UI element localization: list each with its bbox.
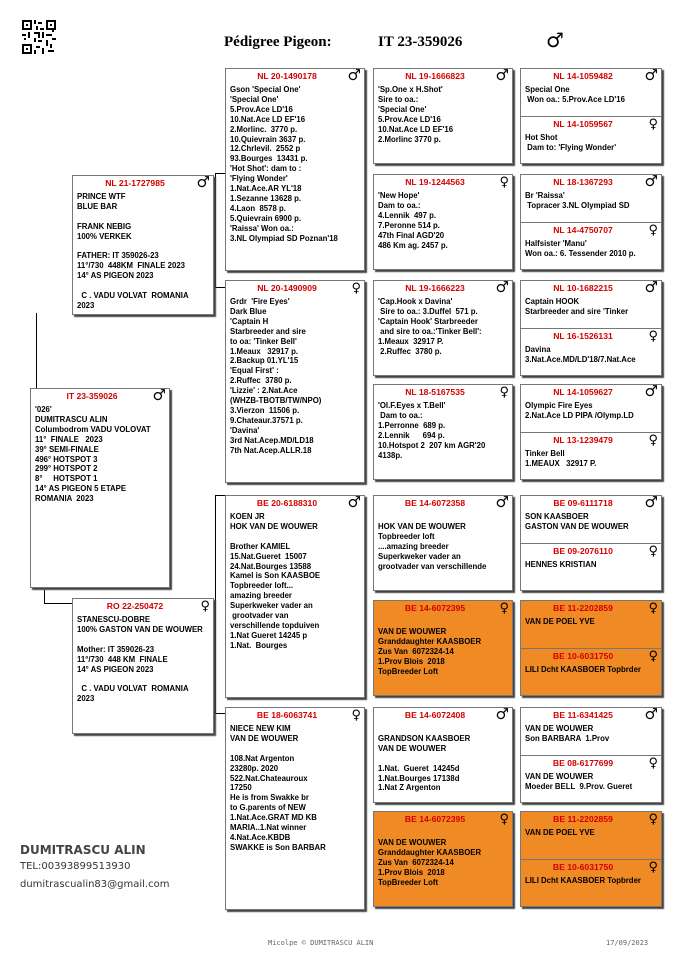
detail-line: Captain HOOK <box>525 297 580 306</box>
detail-line: GASTON VAN DE WOUWER <box>525 521 629 531</box>
detail-line: Columbodrom VADU VOLOVAT <box>35 424 151 434</box>
detail-line: Granddaughter KAASBOER <box>378 636 482 646</box>
detail-line: 2.Ruffec 3780 p. <box>230 376 292 386</box>
detail-line <box>77 212 211 222</box>
female-icon: ♀ <box>648 329 658 344</box>
detail-line: grootvader van <box>230 611 289 621</box>
detail-line: '026' <box>35 405 52 414</box>
great-grandparent-card <box>373 174 513 270</box>
male-icon: ♂ <box>347 495 361 511</box>
detail-line <box>378 724 510 734</box>
ancestor-male-details <box>525 512 659 532</box>
detail-line: 1.Nat Gueret 14245 p <box>230 630 308 640</box>
detail-line: to G.parents of NEW <box>230 803 306 813</box>
ancestor-pair-card <box>520 495 662 591</box>
detail-line: Granddaughter KAASBOER <box>378 847 482 857</box>
detail-line: VAN DE WOUWER <box>378 626 447 636</box>
grandparent-card-details <box>230 724 362 853</box>
detail-line: 1.Meaux 32917 P. <box>378 336 444 346</box>
detail-line: Superkweker vader an <box>378 551 461 561</box>
female-icon: ♀ <box>648 544 658 559</box>
male-icon: ♂ <box>196 175 210 191</box>
detail-line: VAN DE WOUWER <box>378 743 447 753</box>
female-icon: ♀ <box>648 223 658 238</box>
detail-line: Zus Van 6072324-14 <box>378 646 454 656</box>
detail-line <box>378 617 510 627</box>
detail-line: SON KAASBOER <box>525 512 589 521</box>
divider <box>521 328 661 329</box>
detail-line: 100% GASTON VAN DE WOUWER <box>77 624 203 634</box>
detail-line: 3.NL Olympiad SD Poznan'18 <box>230 233 338 243</box>
detail-line: 1.Nat.Bourges 17138d <box>378 773 460 783</box>
detail-line: 2.Nat.Ace LD PIPA /Olymp.LD <box>525 410 634 420</box>
great-grandparent-card-ring-number: BE 14-6072395 <box>404 814 466 824</box>
detail-line: C . VADU VOLVAT ROMANIA <box>77 684 189 694</box>
detail-line: 3rd Nat.Acep.MD/LD18 <box>230 435 314 445</box>
female-icon: ♀ <box>648 117 658 132</box>
female-icon: ♀ <box>648 756 658 771</box>
ancestor-male-ring-number: NL 14-1059627 <box>553 387 613 397</box>
male-icon: ♂ <box>644 68 658 84</box>
ancestor-male-details <box>525 85 659 105</box>
great-grandparent-card-ring-number: BE 14-6072395 <box>404 603 466 613</box>
detail-line: VAN DE POEL YVE <box>525 617 595 626</box>
ancestor-female-details <box>525 560 659 570</box>
great-grandparent-card-details <box>378 617 510 676</box>
detail-line: 496° HOTSPOT 3 <box>35 454 98 464</box>
detail-line: 'Flying Wonder' <box>230 174 288 184</box>
detail-line: HOK VAN DE WOUWER <box>230 521 318 531</box>
detail-line: 'Sp.One x H.Shot' <box>378 85 443 94</box>
great-grandparent-card-details <box>378 191 510 250</box>
ancestor-male-ring-number: NL 14-1059482 <box>553 71 613 81</box>
great-grandparent-card <box>373 707 513 803</box>
footer-date: 17/09/2023 <box>606 939 649 947</box>
detail-line: 2023 <box>77 300 95 310</box>
detail-line: 2023 <box>77 694 95 704</box>
ancestor-female-ring-number: NL 14-4750707 <box>553 225 613 235</box>
great-grandparent-card-details <box>378 828 510 887</box>
detail-line: Brother KAMIEL <box>230 541 291 551</box>
detail-line <box>77 635 211 645</box>
detail-line: (WHZB-TBOTB/TW/NPO) <box>230 396 322 406</box>
detail-line: ROMANIA 2023 <box>35 494 94 504</box>
detail-line: 5.Quievrain 6900 p. <box>230 213 302 223</box>
detail-line: Won oa.: 6. Tessender 2010 p. <box>525 248 636 258</box>
divider <box>521 648 661 649</box>
detail-line: to oa: 'Tinker Bell' <box>230 336 297 346</box>
male-icon: ♂ <box>152 388 166 404</box>
detail-line: 4.Lennik 497 p. <box>378 210 437 220</box>
detail-line: 10.Nat.Ace LD EF'16 <box>230 114 306 124</box>
owner-email: dumitrascualin83@gmail.com <box>20 879 170 890</box>
ancestor-male-ring-number: BE 09-6111718 <box>553 498 613 508</box>
detail-line: 15.Nat.Gueret 15007 <box>230 551 307 561</box>
detail-line: 'Raissa' Won oa.: <box>230 223 294 233</box>
ancestor-female-details <box>525 345 659 365</box>
detail-line: BLUE BAR <box>77 201 118 211</box>
detail-line: 14° AS PIGEON 2023 <box>77 664 154 674</box>
divider <box>521 432 661 433</box>
detail-line: Topracer 3.NL Olympiad SD <box>525 200 630 210</box>
male-icon: ♂ <box>644 495 658 511</box>
ancestor-female-ring-number: BE 10-6031750 <box>552 862 614 872</box>
detail-line: LILI Dcht KAASBOER Topbrder <box>525 876 641 885</box>
header-ring-number: IT 23-359026 <box>378 34 463 50</box>
detail-line: 11°/730 448KM FINALE 2023 <box>77 261 185 271</box>
divider <box>521 543 661 544</box>
male-icon: ♂ <box>495 707 509 723</box>
ancestor-male-details <box>525 724 659 744</box>
detail-line: Gson 'Special One' <box>230 85 301 94</box>
detail-line: DUMITRASCU ALIN <box>35 414 108 424</box>
detail-line: 11°/730 448 KM FINALE <box>77 654 168 664</box>
detail-line: verschillende topduiven <box>230 620 320 630</box>
detail-line <box>378 754 510 764</box>
detail-line: 1.Nat. Gueret 14245d <box>378 763 460 773</box>
detail-line: Davina <box>525 345 551 354</box>
detail-line: Dam to: 'Flying Wonder' <box>525 142 617 152</box>
female-icon: ♀ <box>648 649 658 664</box>
detail-line: 10.Hotspot 2 207 km AGR'20 <box>378 440 486 450</box>
ancestor-female-ring-number: BE 10-6031750 <box>552 651 614 661</box>
great-grandparent-card <box>373 600 513 696</box>
detail-line: 11° FINALE 2023 <box>35 434 103 444</box>
detail-line: FRANK NEBIG <box>77 221 132 231</box>
ancestor-female-details <box>525 876 659 886</box>
detail-line: 23280p. 2020 <box>230 763 279 773</box>
female-icon: ♀ <box>648 860 658 875</box>
detail-line: 1.Nat Z Argenton <box>378 783 441 793</box>
detail-line: 108.Nat Argenton <box>230 753 295 763</box>
detail-line: 10.Nat.Ace LD EF'16 <box>378 124 454 134</box>
detail-line: 1.Prov Blois 2018 <box>378 656 445 666</box>
ancestor-female-ring-number: BE 08-6177699 <box>552 758 614 768</box>
divider <box>521 859 661 860</box>
father-card <box>72 175 214 315</box>
detail-line: Kamel is Son KAASBOE <box>230 571 321 581</box>
ancestor-female-details <box>525 772 659 792</box>
female-icon: ♀ <box>351 708 361 723</box>
detail-line: 'Hot Shot': dam to : <box>230 164 302 174</box>
great-grandparent-card <box>373 811 513 907</box>
ancestor-female-ring-number: NL 16-1526131 <box>553 331 613 341</box>
detail-line: VAN DE WOUWER <box>525 724 594 733</box>
detail-line: 1.Prov Blois 2018 <box>378 867 445 877</box>
grandparent-card <box>225 68 365 271</box>
grandparent-card-ring-number: NL 20-1490178 <box>257 71 317 81</box>
grandparent-card-ring-number: NL 20-1490909 <box>257 283 317 293</box>
male-icon: ♂ <box>347 68 361 84</box>
detail-line <box>77 674 211 684</box>
great-grandparent-card-ring-number: NL 19-1244563 <box>405 177 465 187</box>
detail-line: KOEN JR <box>230 512 265 521</box>
male-icon: ♂ <box>495 68 509 84</box>
detail-line <box>378 512 510 522</box>
detail-line: VAN DE WOUWER <box>525 772 594 781</box>
male-icon: ♂ <box>644 280 658 296</box>
detail-line: GRANDSON KAASBOER <box>378 733 471 743</box>
detail-line: 3.Vierzon 11506 p. <box>230 405 300 415</box>
ancestor-pair-card <box>520 280 662 376</box>
detail-line: ....amazing breeder <box>378 541 449 551</box>
great-grandparent-card-ring-number: NL 19-1666223 <box>405 283 465 293</box>
detail-line: MARIA..1.Nat winner <box>230 823 307 833</box>
detail-line: Son BARBARA 1.Prov <box>525 733 610 743</box>
grandparent-card <box>225 280 365 483</box>
female-icon: ♀ <box>499 385 509 400</box>
detail-line: 486 Km ag. 2457 p. <box>378 240 448 250</box>
detail-line: 'Cap.Hook x Davina' <box>378 297 453 306</box>
grandparent-card <box>225 495 365 698</box>
detail-line: Mother: IT 359026-23 <box>77 644 155 654</box>
divider <box>521 116 661 117</box>
detail-line: PRINCE WTF <box>77 192 126 201</box>
father-card-details <box>77 192 211 311</box>
ancestor-pair-card <box>520 68 662 164</box>
detail-line: Special One <box>525 85 570 94</box>
detail-line: VAN DE WOUWER <box>230 733 299 743</box>
ancestor-male-ring-number: BE 11-6341425 <box>553 710 613 720</box>
ancestor-pair-card <box>520 707 662 803</box>
detail-line: VAN DE POEL YVE <box>525 828 595 837</box>
detail-line: 1.Nat.Ace.GRAT MD KB <box>230 813 317 823</box>
detail-line: 299° HOTSPOT 2 <box>35 464 98 474</box>
divider <box>521 222 661 223</box>
detail-line: 47th Final AGD'20 <box>378 230 445 240</box>
grandparent-card-details <box>230 297 362 456</box>
detail-line: 'Ol.F.Eyes x T.Bell' <box>378 401 446 410</box>
detail-line: 'Equal First' : <box>230 366 279 376</box>
male-icon: ♂ <box>644 174 658 190</box>
ancestor-female-details <box>525 133 659 153</box>
owner-name: DUMITRASCU ALIN <box>20 843 146 857</box>
ancestor-pair-card <box>520 600 662 696</box>
detail-line: Starbreeder and sire <box>230 326 306 336</box>
ancestor-female-details <box>525 665 659 675</box>
detail-line: 2.Morlinc 3770 p. <box>378 134 441 144</box>
female-icon: ♀ <box>499 812 509 827</box>
detail-line: 100% VERKEK <box>77 231 132 241</box>
ancestor-male-details <box>525 297 659 317</box>
detail-line: HOK VAN DE WOUWER <box>378 521 466 531</box>
great-grandparent-card <box>373 495 513 591</box>
detail-line: 10.Quievrain 3637 p. <box>230 134 306 144</box>
female-icon: ♀ <box>499 175 509 190</box>
subject-pigeon-card-details <box>35 405 167 504</box>
detail-line: Dam to oa.: <box>378 200 421 210</box>
detail-line: He is from Swakke br <box>230 793 309 803</box>
detail-line: 24.Nat.Bourges 13588 <box>230 561 312 571</box>
detail-line: 5.Prov.Ace LD'16 <box>230 104 293 114</box>
mother-card <box>72 598 214 734</box>
detail-line: HENNES KRISTIAN <box>525 560 597 569</box>
detail-line: 'Special One' <box>378 104 427 114</box>
footer-credit: Micolpe © DUMITRASCU ALIN <box>268 939 374 947</box>
detail-line: 4138p. <box>378 450 403 460</box>
detail-line: Topbreeder loft <box>378 531 435 541</box>
grandparent-card-details <box>230 85 362 244</box>
detail-line: 2.Lennik 694 p. <box>378 430 445 440</box>
detail-line: 'New Hope' <box>378 191 420 200</box>
grandparent-card <box>225 707 365 910</box>
detail-line: 1.Meaux 32917 p. <box>230 346 299 356</box>
ancestor-female-details <box>525 449 659 469</box>
detail-line: Grdr 'Fire Eyes' <box>230 297 290 306</box>
detail-line: 7th Nat.Acep.ALLR.18 <box>230 445 312 455</box>
grandparent-card-ring-number: BE 18-6063741 <box>256 710 318 720</box>
detail-line <box>230 744 362 754</box>
detail-line: 8° HOTSPOT 1 <box>35 474 98 484</box>
detail-line: and sire to oa.:'Tinker Bell': <box>378 326 482 336</box>
detail-line: NIECE NEW KIM <box>230 724 291 733</box>
female-icon: ♀ <box>200 599 210 614</box>
father-card-ring-number: NL 21-1727985 <box>105 178 165 188</box>
male-icon: ♂ <box>644 384 658 400</box>
detail-line: 2.Morlinc. 3770 p. <box>230 124 298 134</box>
detail-line: 12.Chrlevil. 2552 p <box>230 144 301 154</box>
ancestor-male-details <box>525 191 659 211</box>
detail-line: 522.Nat.Chateauroux <box>230 773 308 783</box>
great-grandparent-card-details <box>378 401 510 460</box>
great-grandparent-card <box>373 384 513 480</box>
female-icon: ♀ <box>648 812 658 827</box>
detail-line: 7.Peronne 514 p. <box>378 220 440 230</box>
ancestor-female-details <box>525 239 659 259</box>
ancestor-male-details <box>525 828 659 838</box>
detail-line: VAN DE WOUWER <box>378 837 447 847</box>
ancestor-female-ring-number: NL 14-1059567 <box>553 119 613 129</box>
detail-line: 14° AS PIGEON 5 ETAPE <box>35 484 127 494</box>
detail-line: amazing breeder <box>230 591 292 601</box>
detail-line: Dam to oa.: <box>378 410 423 420</box>
detail-line: 2.Backup 01.YL'15 <box>230 356 299 366</box>
divider <box>521 755 661 756</box>
detail-line: grootvader van verschillende <box>378 561 487 571</box>
grandparent-card-details <box>230 512 362 651</box>
detail-line: TopBreeder Loft <box>378 877 439 887</box>
detail-line: Zus Van 6072324-14 <box>378 857 454 867</box>
ancestor-male-details <box>525 617 659 627</box>
detail-line: FATHER: IT 359026-23 <box>77 251 159 261</box>
great-grandparent-card-ring-number: BE 14-6072358 <box>404 498 466 508</box>
detail-line: 9.Chateaur.37571 p. <box>230 415 303 425</box>
great-grandparent-card-details <box>378 724 510 793</box>
detail-line: STANESCU-DOBRE <box>77 615 151 624</box>
male-icon: ♂ <box>546 28 564 52</box>
detail-line: Tinker Bell <box>525 449 565 458</box>
great-grandparent-card-details <box>378 512 510 571</box>
detail-line: Sire to oa.: <box>378 94 419 104</box>
detail-line <box>77 281 211 291</box>
great-grandparent-card-details <box>378 297 510 356</box>
female-icon: ♀ <box>648 433 658 448</box>
ancestor-male-ring-number: BE 11-2202859 <box>553 603 613 613</box>
detail-line: C . VADU VOLVAT ROMANIA <box>77 291 189 301</box>
male-icon: ♂ <box>644 707 658 723</box>
detail-line: 1.MEAUX 32917 P. <box>525 458 597 468</box>
detail-line: Halfsister 'Manu' <box>525 239 587 248</box>
detail-line <box>77 242 211 252</box>
detail-line: Moeder BELL 9.Prov. Gueret <box>525 781 633 791</box>
mother-card-ring-number: RO 22-250472 <box>106 601 164 611</box>
great-grandparent-card-ring-number: BE 14-6072408 <box>404 710 466 720</box>
detail-line: 'Special One' <box>230 94 279 104</box>
ancestor-male-ring-number: BE 11-2202859 <box>553 814 613 824</box>
ancestor-pair-card <box>520 384 662 480</box>
detail-line: 3.Nat.Ace.MD/LD'18/7.Nat.Ace <box>525 354 636 364</box>
subject-pigeon-card <box>30 388 170 588</box>
detail-line: Starbreeder and sire 'Tinker <box>525 306 629 316</box>
detail-line: 4.Nat.Ace.KBDB <box>230 832 291 842</box>
great-grandparent-card <box>373 280 513 376</box>
detail-line: LILI Dcht KAASBOER Topbrder <box>525 665 641 674</box>
great-grandparent-card <box>373 68 513 164</box>
great-grandparent-card-ring-number: NL 19-1666823 <box>405 71 465 81</box>
detail-line: 4.Laon 8578 p. <box>230 203 286 213</box>
detail-line: 14° AS PIGEON 2023 <box>77 271 154 281</box>
male-icon: ♂ <box>495 280 509 296</box>
female-icon: ♀ <box>648 601 658 616</box>
detail-line: Superkweker vader an <box>230 601 313 611</box>
detail-line: 1.Perronne 689 p. <box>378 420 446 430</box>
female-icon: ♀ <box>351 281 361 296</box>
detail-line: Dark Blue <box>230 306 267 316</box>
ancestor-female-ring-number: BE 09-2076110 <box>553 546 613 556</box>
detail-line: 'Captain Hook' Starbreeder <box>378 316 478 326</box>
great-grandparent-card-details <box>378 85 510 144</box>
ancestor-male-ring-number: NL 18-1367293 <box>553 177 613 187</box>
detail-line: Won oa.: 5.Prov.Ace LD'16 <box>525 94 625 104</box>
detail-line: 39° SEMI-FINALE <box>35 444 99 454</box>
owner-phone: TEL:00393899513930 <box>20 861 131 872</box>
detail-line: 17250 <box>230 783 252 793</box>
page-title: Pédigree Pigeon: <box>224 34 332 50</box>
detail-line: Br 'Raissa' <box>525 191 565 200</box>
detail-line: SWAKKE is Son BARBAR <box>230 842 326 852</box>
mother-card-details <box>77 615 211 704</box>
detail-line: Sire to oa.: 3.Duffel 571 p. <box>378 306 478 316</box>
detail-line: 5.Prov.Ace LD'16 <box>378 114 441 124</box>
detail-line: 1.Nat.Ace.AR YL'18 <box>230 184 302 194</box>
detail-line: Topbreeder loft... <box>230 581 294 591</box>
detail-line: Olympic Fire Eyes <box>525 401 593 410</box>
detail-line <box>230 532 362 542</box>
great-grandparent-card-ring-number: NL 18-5167535 <box>405 387 465 397</box>
ancestor-pair-card <box>520 174 662 270</box>
ancestor-pair-card <box>520 811 662 907</box>
qr-code-icon <box>22 20 56 54</box>
detail-line: TopBreeder Loft <box>378 666 439 676</box>
female-icon: ♀ <box>499 601 509 616</box>
grandparent-card-ring-number: BE 20-6188310 <box>256 498 318 508</box>
detail-line: 2.Ruffec 3780 p. <box>378 346 442 356</box>
detail-line: 'Lizzie' : 2.Nat.Ace <box>230 386 298 396</box>
ancestor-male-ring-number: NL 10-1682215 <box>553 283 613 293</box>
detail-line <box>378 828 510 838</box>
ancestor-female-ring-number: NL 13-1239479 <box>553 435 613 445</box>
detail-line: 1.Sezanne 13628 p. <box>230 193 302 203</box>
detail-line: 1.Nat. Bourges <box>230 640 288 650</box>
detail-line: Hot Shot <box>525 133 558 142</box>
subject-pigeon-card-ring-number: IT 23-359026 <box>66 391 118 401</box>
detail-line: 'Captain H <box>230 316 269 326</box>
ancestor-male-details <box>525 401 659 421</box>
detail-line: 'Davina' <box>230 425 260 435</box>
male-icon: ♂ <box>495 495 509 511</box>
detail-line: 93.Bourges 13431 p. <box>230 154 308 164</box>
